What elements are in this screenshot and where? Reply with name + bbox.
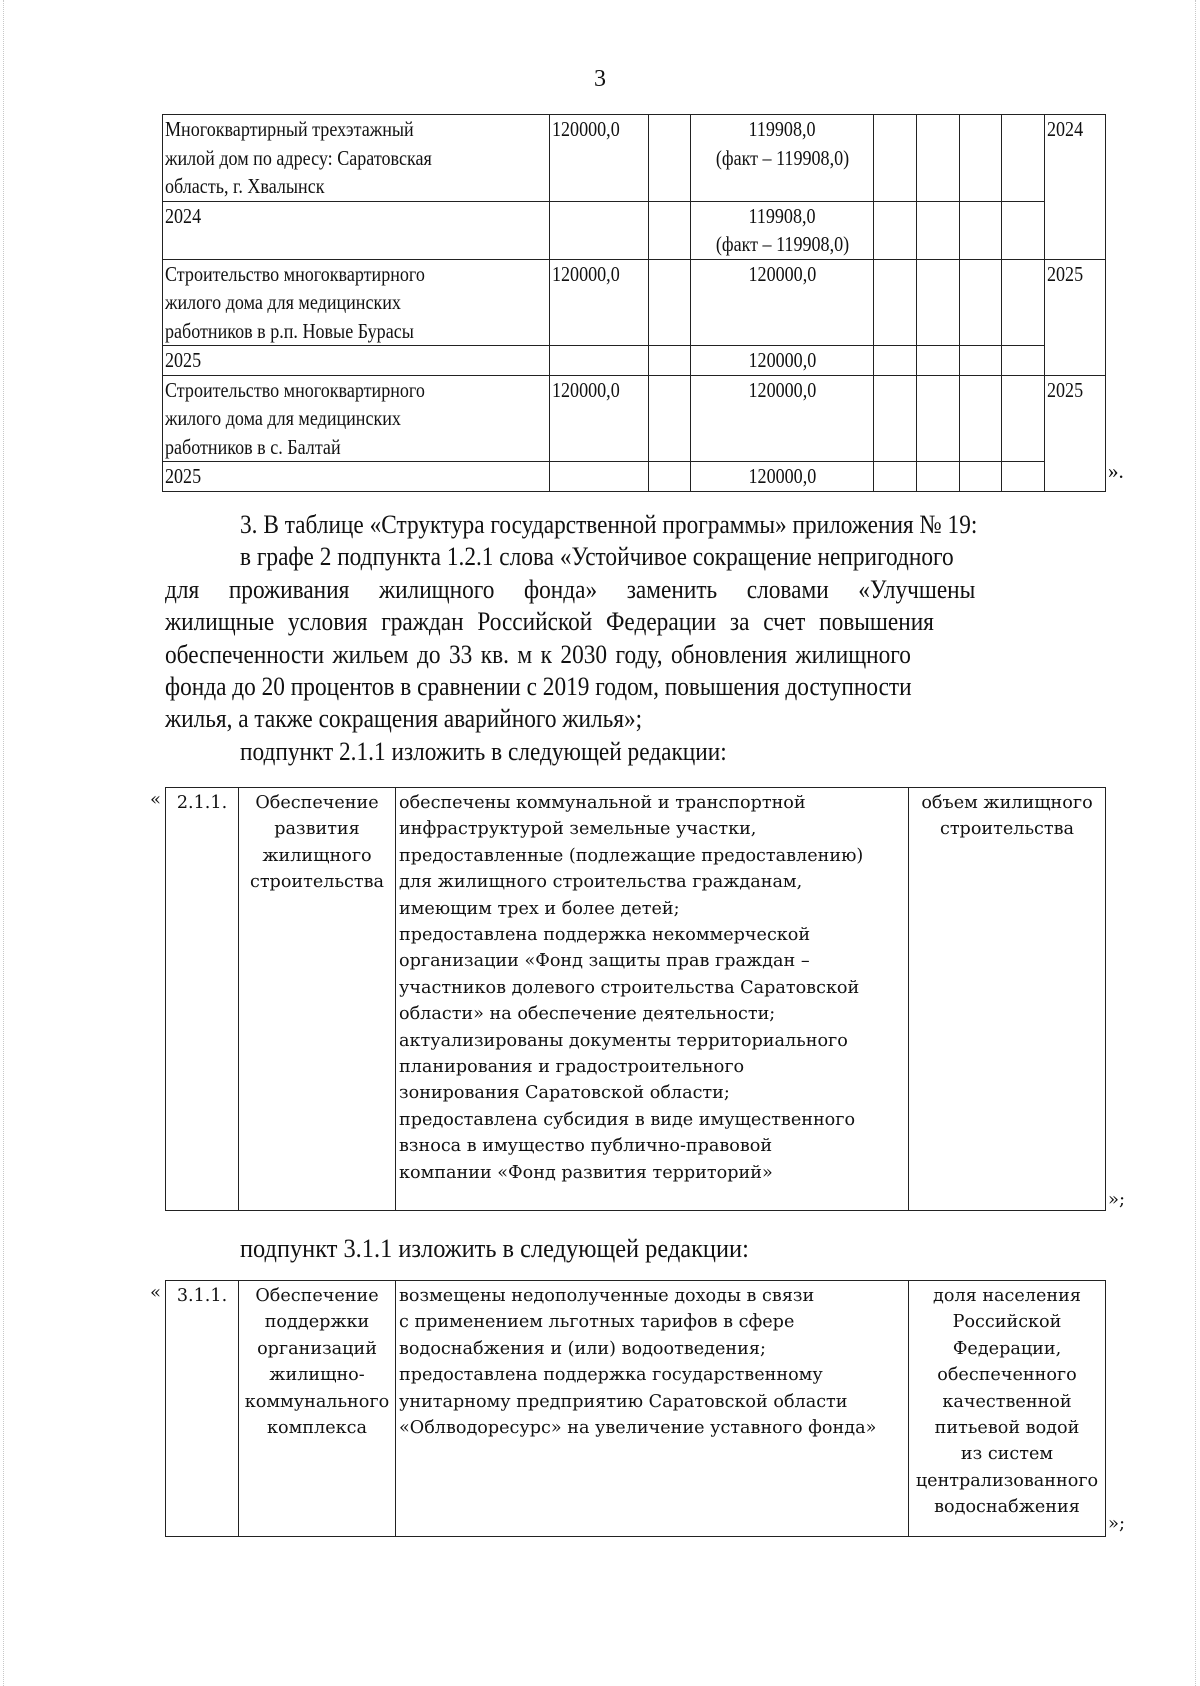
section-heading: 3. В таблице «Структура государственной программы» приложения № 19:	[240, 509, 978, 539]
paragraph-line: жилья, а также сокращения аварийного жилья»;	[165, 703, 643, 734]
table-row	[163, 462, 1106, 492]
empty-cell	[917, 115, 960, 202]
object-name-cell: Строительство многоквартирного жилого дома для медицинских работников в с. Балтай	[163, 375, 550, 462]
total-cell: 120000,0	[550, 259, 649, 346]
closing-quote-mark: ».	[1108, 459, 1124, 483]
empty-cell	[874, 259, 917, 346]
table-row	[163, 375, 1106, 462]
empty-cell	[1002, 462, 1045, 492]
item-number-cell: 2.1.1.	[166, 788, 239, 1211]
result-cell: возмещены недополученные доходы в связи с применением льготных тарифов в сфере водоснабжения и (или) водоотведения; предоставлена поддержка государственному унитарному предприятию Саратовской области «Облводоресурс» на увеличение уставного фонда»	[396, 1281, 909, 1537]
value-cell: 119908,0 (факт – 119908,0)	[691, 115, 874, 202]
paragraph-line: в графе 2 подпункта 1.2.1 слова «Устойчивое сокращение непригодного	[240, 541, 954, 572]
empty-cell	[550, 462, 649, 492]
empty-cell	[1002, 115, 1045, 202]
empty-cell	[917, 462, 960, 492]
empty-cell	[874, 346, 917, 376]
table-row	[166, 788, 1106, 1211]
objects-table	[162, 114, 1106, 492]
empty-cell	[550, 346, 649, 376]
closing-quote-mark: »;	[1108, 1513, 1126, 1534]
table-row	[166, 1281, 1106, 1537]
total-cell: 120000,0	[550, 375, 649, 462]
closing-quote-mark: »;	[1108, 1189, 1126, 1210]
empty-cell	[874, 201, 917, 259]
empty-cell	[649, 259, 691, 346]
item-number-cell: 3.1.1.	[166, 1281, 239, 1537]
section-3-text	[165, 508, 1105, 767]
object-name-line: жилой дом по адресу: Саратовская	[165, 145, 432, 170]
empty-cell	[960, 375, 1002, 462]
empty-cell	[917, 201, 960, 259]
empty-cell	[874, 375, 917, 462]
empty-cell	[917, 346, 960, 376]
empty-cell	[960, 115, 1002, 202]
task-cell: Обеспечение поддержки организаций жилищно- коммунального комплекса	[239, 1281, 396, 1537]
subpoint-intro: подпункт 2.1.1 изложить в следующей редакции:	[240, 735, 727, 766]
value-cell: 120000,0	[691, 375, 874, 462]
empty-cell	[649, 115, 691, 202]
subpoint-intro: подпункт 3.1.1 изложить в следующей редакции:	[240, 1233, 749, 1263]
empty-cell	[649, 462, 691, 492]
object-name-cell: Строительство многоквартирного жилого дома для медицинских работников в р.п. Новые Бурасы	[163, 259, 550, 346]
empty-cell	[960, 462, 1002, 492]
empty-cell	[960, 259, 1002, 346]
subpoint-3-1-1-text	[165, 1232, 1105, 1264]
value-cell: 120000,0	[691, 346, 874, 376]
empty-cell	[874, 462, 917, 492]
year-cell: 2025	[1045, 259, 1106, 375]
empty-cell	[917, 259, 960, 346]
empty-cell	[550, 201, 649, 259]
page-number: 3	[594, 66, 606, 92]
result-cell: обеспечены коммунальной и транспортной инфраструктурой земельные участки, предоставленные (подлежащие предоставлению) для жилищного строительства гражданам, имеющим трех и более детей; предоставлена поддержка некоммерческой организации «Фонд защиты прав граждан – участников долевого строительства Саратовской области» на обеспечение деятельности; актуализированы документы территориального планирования и градостроительного зонирования Саратовской области; предоставлена субсидия в виде имущественного взноса в имущество публично-правовой компании «Фонд развития территорий»	[396, 788, 909, 1211]
empty-cell	[960, 201, 1002, 259]
year-cell: 2025	[1045, 375, 1106, 491]
structure-table-2-1-1	[165, 787, 1106, 1211]
empty-cell	[874, 115, 917, 202]
empty-cell	[649, 346, 691, 376]
year-label-cell: 2025	[163, 346, 550, 376]
scan-edge-right	[1195, 0, 1196, 1686]
table-row	[163, 346, 1106, 376]
year-cell: 2024	[1045, 115, 1106, 260]
empty-cell	[649, 201, 691, 259]
empty-cell	[917, 375, 960, 462]
scan-edge-left	[3, 0, 4, 1686]
total-cell: 120000,0	[550, 115, 649, 202]
opening-quote-mark: «	[150, 789, 162, 810]
empty-cell	[960, 346, 1002, 376]
table-row	[163, 201, 1106, 259]
table-row	[163, 259, 1106, 346]
empty-cell	[1002, 259, 1045, 346]
table-row	[163, 115, 1106, 202]
year-label-cell: 2025	[163, 462, 550, 492]
indicator-cell: доля населения Российской Федерации, обеспеченного качественной питьевой водой из систем централизованного водоснабжения	[909, 1281, 1106, 1537]
paragraph-line: обеспеченности жильем до 33 кв. м к 2030 году, обновления жилищного	[165, 638, 911, 669]
structure-table-3-1-1	[165, 1280, 1106, 1537]
value-cell: 119908,0 (факт – 119908,0)	[691, 201, 874, 259]
paragraph-line: фонда до 20 процентов в сравнении с 2019 годом, повышения доступности	[165, 671, 912, 702]
task-cell: Обеспечение развития жилищного строительства	[239, 788, 396, 1211]
value-cell: 120000,0	[691, 259, 874, 346]
opening-quote-mark: «	[150, 1282, 162, 1303]
empty-cell	[1002, 346, 1045, 376]
object-name-line: Многоквартирный трехэтажный	[165, 117, 414, 141]
value-cell: 120000,0	[691, 462, 874, 492]
empty-cell	[1002, 375, 1045, 462]
empty-cell	[1002, 201, 1045, 259]
empty-cell	[649, 375, 691, 462]
object-name-cell	[163, 115, 550, 202]
indicator-cell: объем жилищного строительства	[909, 788, 1106, 1211]
year-label-cell: 2024	[163, 201, 550, 259]
object-name-line: область, г. Хвалынск	[165, 174, 325, 198]
paragraph-line: жилищные условия граждан Российской Федерации за счет повышения	[165, 606, 934, 637]
paragraph-line: для проживания жилищного фонда» заменить словами «Улучшены	[165, 573, 976, 604]
